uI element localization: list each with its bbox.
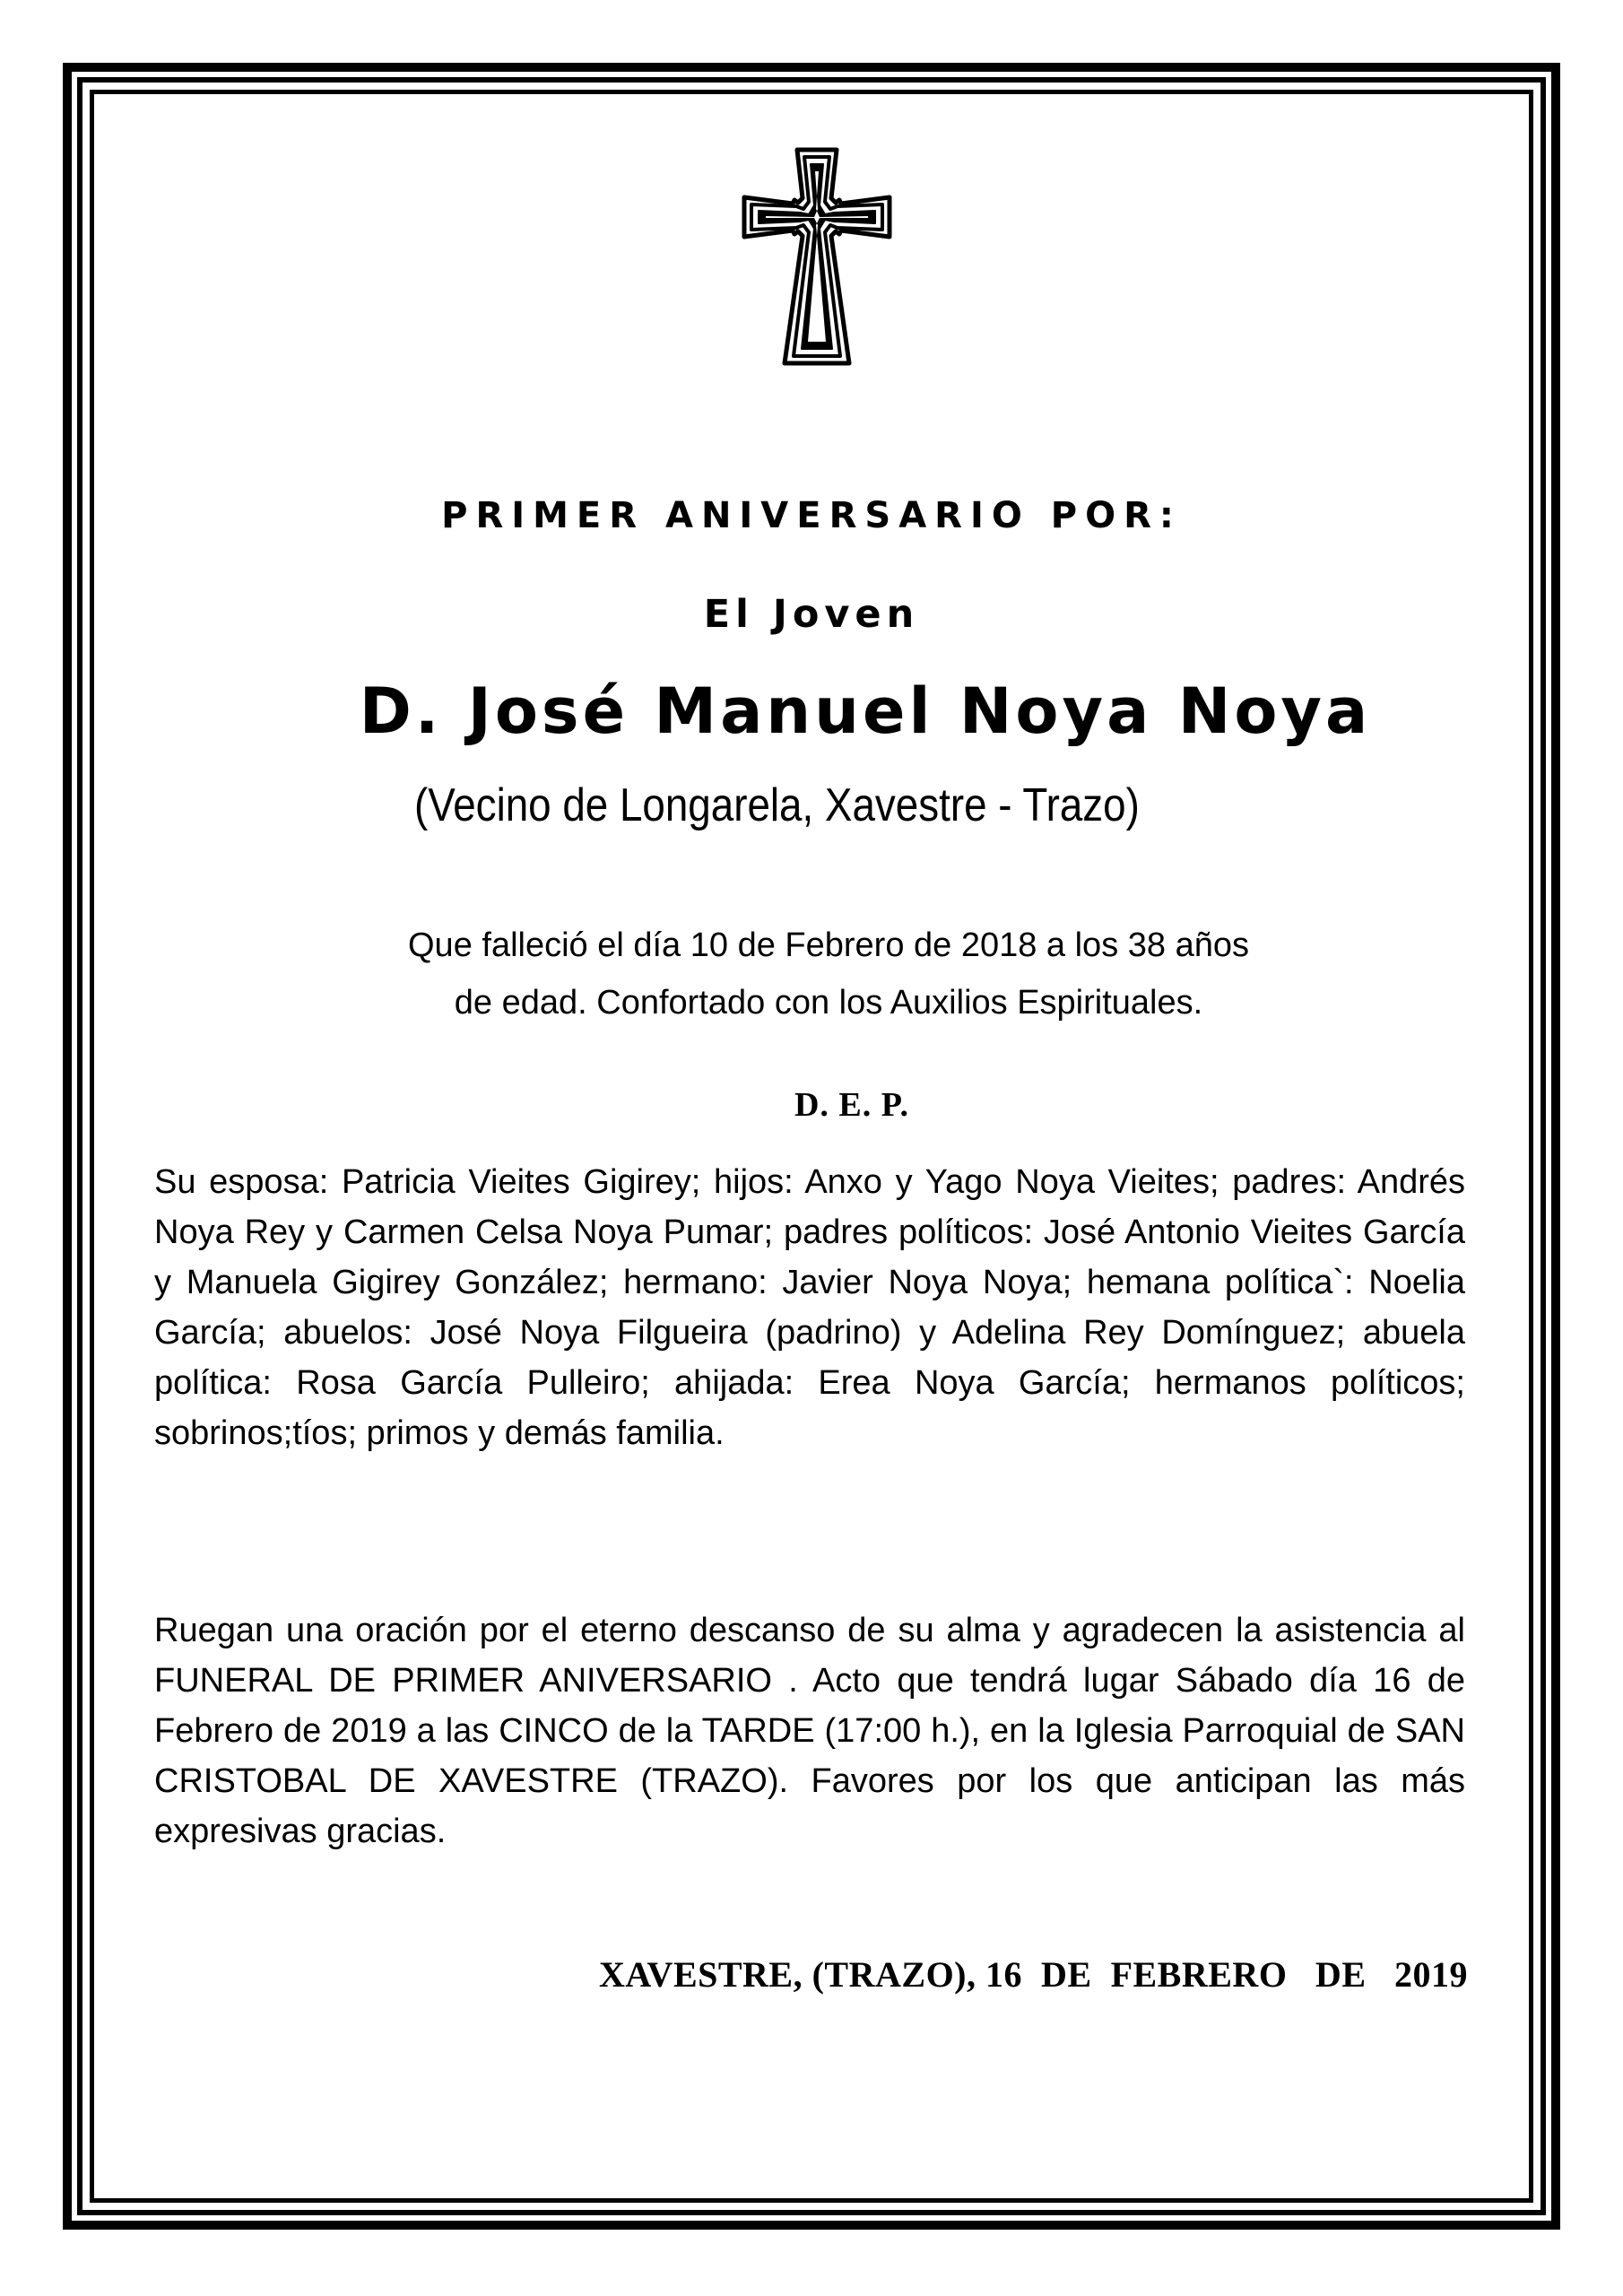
residence-subtitle: (Vecino de Longarela, Xavestre - Trazo) [414, 779, 1140, 831]
death-notice-line-2: de edad. Confortado con los Auxilios Espirituales. [454, 984, 1203, 1022]
prayer-paragraph: Ruegan una oración por el eterno descanso de su alma y agradecen la asistencia al FUNERAL DE PRIMER ANIVERSARIO . Acto que tendrá lugar Sábado día 16 de Febrero de 2019 a las CINCO de la TARDE (17:00 h.), en la Iglesia Parroquial de SAN CRISTOBAL DE XAVESTRE (TRAZO). Favores por los que anticipan las más expresivas gracias. [154, 1612, 1465, 1850]
inner-border [90, 90, 1533, 2203]
joven-heading: El Joven [703, 592, 920, 637]
death-notice-line-1: Que falleció el día 10 de Febrero de 2018 a los 38 años [408, 926, 1249, 964]
place-date-footer: XAVESTRE, (TRAZO), 16 DE FEBRERO DE 2019 [598, 1954, 1468, 1995]
family-paragraph: Su esposa: Patricia Vieites Gigirey; hijos: Anxo y Yago Noya Vieites; padres: Andrés Noya Rey y Carmen Celsa Noya Pumar; padres políticos: José Antonio Vieites García y Manuela Gigirey González; hermano: Javier Noya Noya; hemana política`: Noelia García; abuelos: José Noya Filgueira (padrino) y Adelina Rey Domínguez; abuela política: Rosa García Pulleiro; ahijada: Erea Noya García; hermanos políticos; sobrinos;tíos; primos y demás familia. [154, 1163, 1465, 1452]
cross-icon [741, 146, 893, 367]
deceased-name: D. José Manuel Noya Noya [359, 674, 1372, 748]
anniversary-heading: PRIMER ANIVERSARIO POR: [441, 495, 1182, 536]
dep-label: D. E. P. [794, 1086, 909, 1124]
death-notice [0, 917, 1623, 1031]
